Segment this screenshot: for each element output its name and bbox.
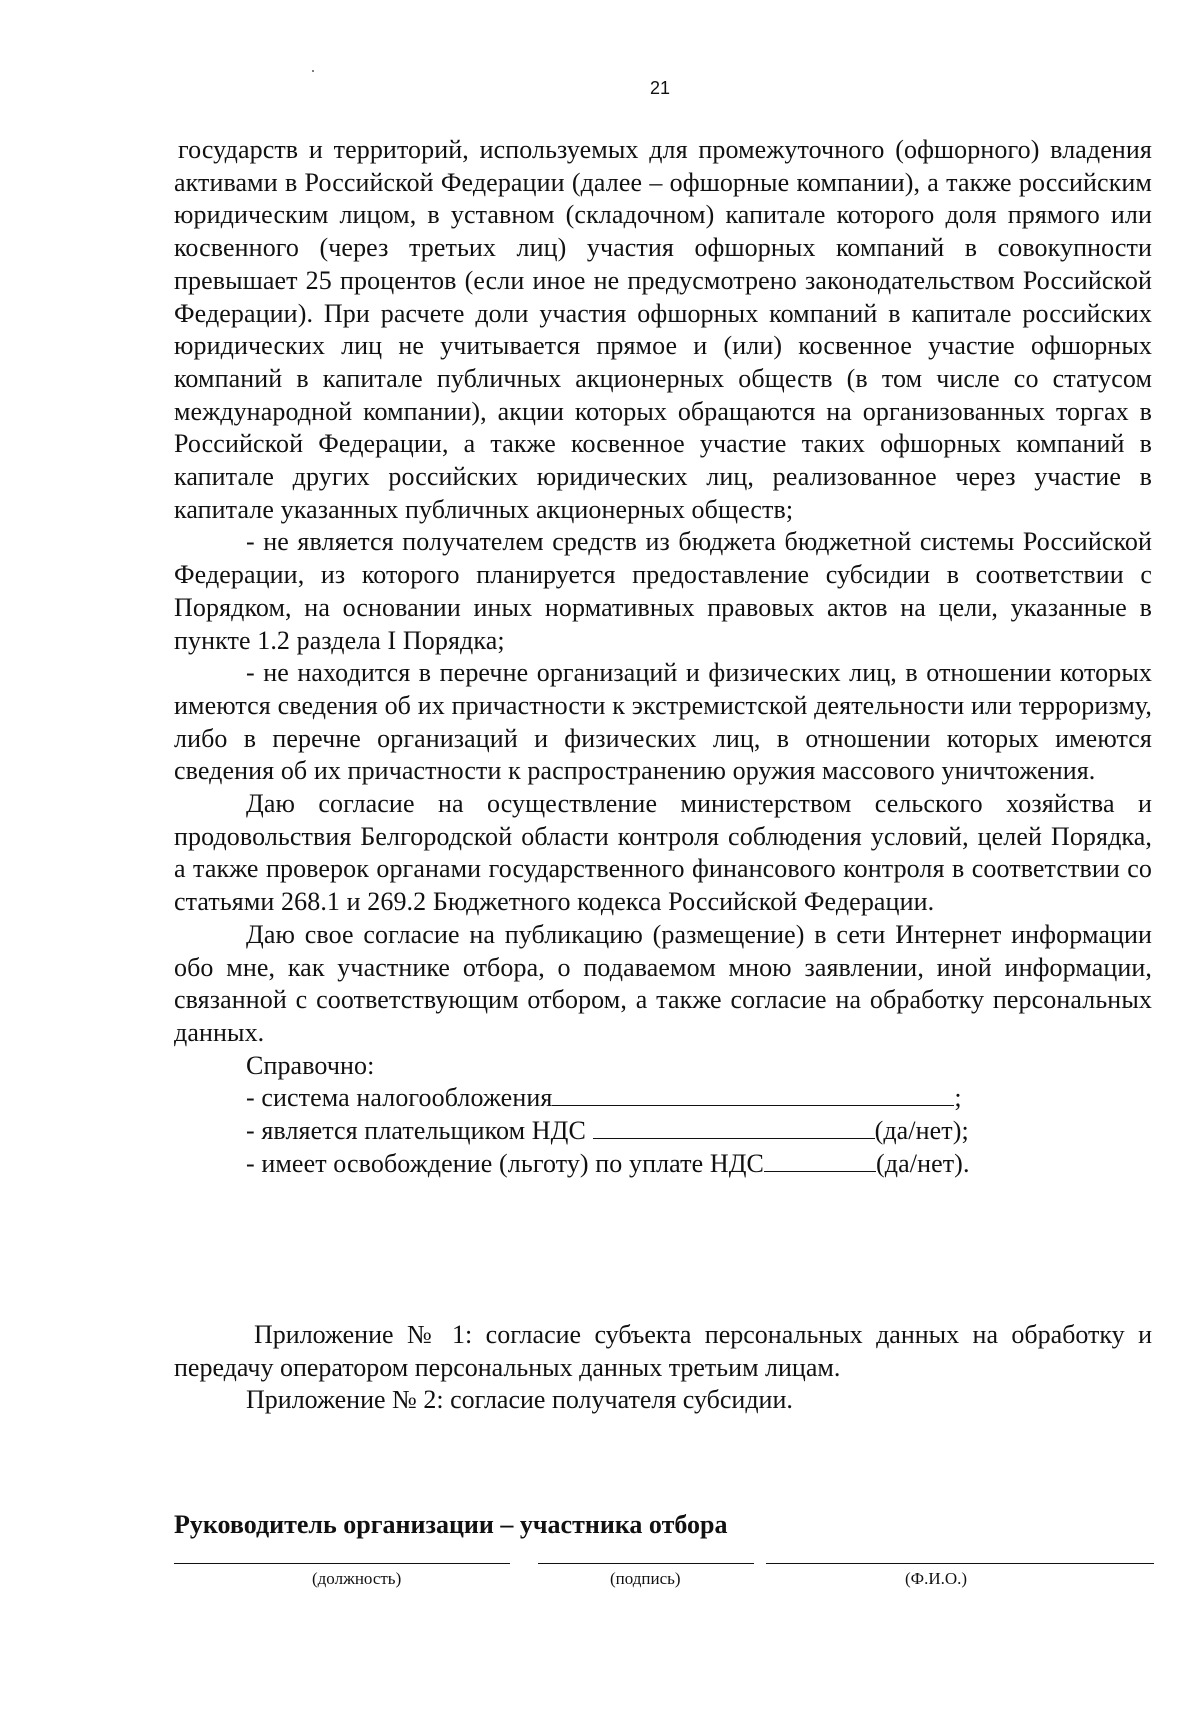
vat-payer-label: - является плательщиком НДС	[246, 1116, 586, 1146]
signature-caption: (подпись)	[610, 1569, 681, 1588]
tax-system-blank[interactable]	[552, 1083, 954, 1106]
vat-payer-blank[interactable]	[593, 1116, 875, 1139]
scan-speck	[312, 70, 314, 72]
vat-payer-end: (да/нет);	[874, 1116, 969, 1146]
vat-payer-line	[174, 1115, 1152, 1148]
paragraph-publication-consent: Даю свое согласие на публикацию (размещение) в сети Интернет информации обо мне, как участнике отбора, о подаваемом мною заявлении, иной информации, связанной с соответствующим отбором, а также согласие на обработку персональных данных.	[174, 919, 1152, 1047]
paragraph-offshore: государств и территорий, используемых для промежуточного (офшорного) владения активами в Российской Федерации (далее – офшорные компании), а также российским юридическим лицом, в уставном (складочном) капитале которого доля прямого или косвенного (через третьих лиц) участия офшорных компаний в совокупности превышает 25 процентов (если иное не предусмотрено законодательством Российской Федерации). При расчете доли участия офшорных компаний в капитале российских юридических лиц не учитывается прямое и (или) косвенное участие офшорных компаний в капитале публичных акционерных обществ (в том числе со статусом международной компании), акции которых обращаются на организованных торгах в Российской Федерации, а также косвенное участие таких офшорных компаний в капитале других российских юридических лиц, реализованное через участие в капитале указанных публичных акционерных обществ;	[174, 135, 1152, 524]
vat-exempt-blank[interactable]	[764, 1149, 876, 1172]
vat-exempt-end: (да/нет).	[876, 1148, 970, 1178]
paragraph-extremism-list: - не находится в перечне организаций и физических лиц, в отношении которых имеются сведения об их причастности к экстремистской деятельности или терроризму, либо в перечне организаций и физических лиц, в отношении которых имеются сведения об их причастности к распространению оружия массового уничтожения.	[174, 658, 1152, 786]
appendix-item-1: Приложение № 1: согласие субъекта персональных данных на обработку и передачу оператором персональных данных третьим лицам.	[174, 1320, 1152, 1382]
position-field[interactable]	[174, 1563, 510, 1564]
reference-heading: Справочно:	[246, 1050, 375, 1080]
position-caption: (должность)	[312, 1569, 402, 1588]
vat-exempt-line	[174, 1148, 1152, 1181]
document-body	[174, 134, 1152, 1181]
full-name-caption: (Ф.И.О.)	[905, 1569, 968, 1588]
appendix-item-2: Приложение № 2: согласие получателя субсидии.	[246, 1385, 793, 1415]
vat-exempt-label: - имеет освобождение (льготу) по уплате НДС	[246, 1148, 765, 1178]
tax-system-line	[174, 1082, 1152, 1115]
paragraph-budget-funds: - не является получателем средств из бюджета бюджетной системы Российской Федерации, из которого планируется предоставление субсидии в соответствии с Порядком, на основании иных нормативных правовых актов на цели, указанные в пункте 1.2 раздела I Порядка;	[174, 527, 1152, 655]
tax-system-label: - система налогообложения	[246, 1083, 553, 1113]
signature-title: Руководитель организации – участника отбора	[174, 1510, 728, 1539]
tax-system-end: ;	[954, 1083, 962, 1113]
full-name-field[interactable]	[766, 1563, 1154, 1564]
appendix-list	[174, 1319, 1152, 1417]
page-number: 21	[649, 78, 671, 98]
paragraph-control-consent: Даю согласие на осуществление министерством сельского хозяйства и продовольствия Белгородской области контроля соблюдения условий, целей Порядка, а также проверок органами государственного финансового контроля в соответствии со статьями 268.1 и 269.2 Бюджетного кодекса Российской Федерации.	[174, 789, 1152, 917]
signature-field[interactable]	[538, 1563, 754, 1564]
